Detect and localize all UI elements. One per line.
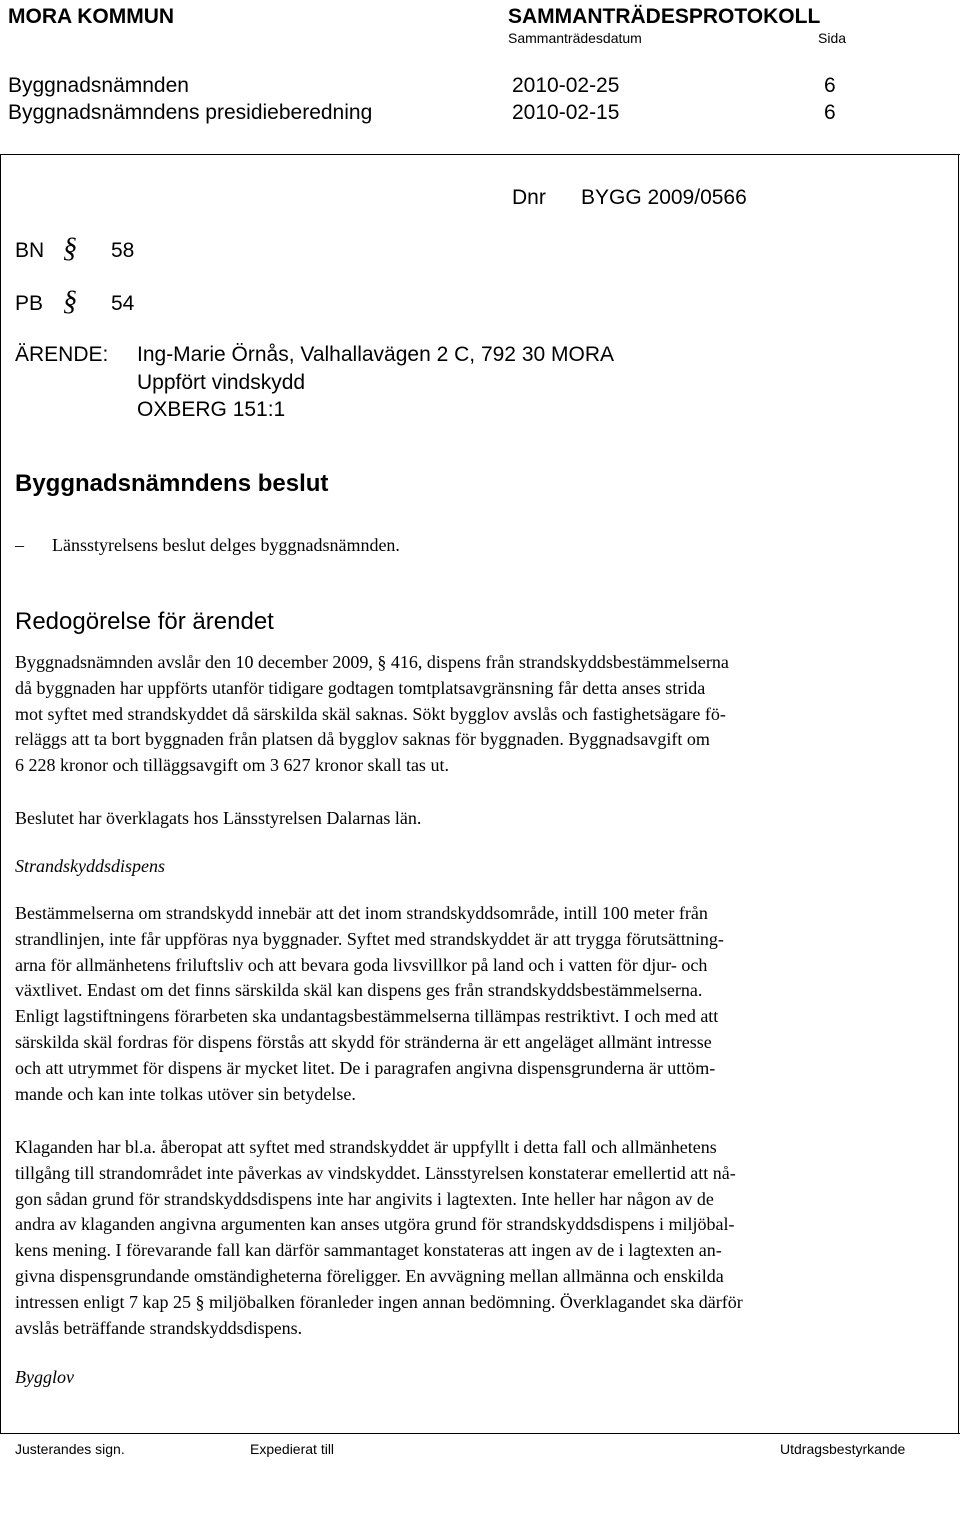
text-line: givna dispensgrundande omständigheterna föreligger. En avvägning mellan allmänna och enskilda: [15, 1265, 724, 1286]
section-sign-icon: §: [63, 233, 77, 264]
strandskydd-paragraph: [15, 901, 905, 1107]
beslut-text: Länsstyrelsens beslut delges byggnadsnämnden.: [52, 535, 400, 555]
text-line: andra av klaganden angivna argumenten kan anses utgöra grund för strandskyddsdispens i miljöbal-: [15, 1214, 735, 1235]
frame-top-border: [0, 154, 960, 155]
municipality-name: MORA KOMMUN: [8, 5, 175, 28]
meeting-date: 2010-02-25: [512, 74, 620, 97]
text-line: tillgång till strandområdet inte påverkas av vindskyddet. Länsstyrelsen konstaterar emellertid att nå-: [15, 1162, 736, 1183]
paragraph-number: 58: [111, 239, 135, 262]
dnr-label: Dnr: [512, 186, 546, 209]
text-line: och att utrymmet för dispens är mycket litet. De i paragrafen angivna dispensgrunderna är uttöm-: [15, 1057, 716, 1078]
text-line: kens mening. I förevarande fall kan därför sammantaget konstateras att ingen av de i lagtexten an-: [15, 1240, 722, 1261]
list-dash-icon: –: [15, 535, 24, 555]
text-line: strandlinjen, inte får uppföras nya byggnader. Syftet med strandskyddet är att trygga förutsättning-: [15, 928, 724, 949]
document-type: SAMMANTRÄDESPROTOKOLL: [508, 5, 821, 28]
subheading-text: Bygglov: [15, 1367, 74, 1387]
frame-bottom-border: [0, 1433, 960, 1434]
arende-line: Ing-Marie Örnås, Valhallavägen 2 C, 792 30 MORA: [137, 343, 615, 366]
text-line: mande och kan inte tolkas utöver sin betydelse.: [15, 1083, 356, 1104]
text-line: avslås beträffande strandskyddsdispens.: [15, 1317, 303, 1338]
subheading-bygglov: [15, 1365, 905, 1391]
text-line: växtlivet. Endast om det finns särskilda skäl kan dispens ges från strandskyddsbestämmelserna.: [15, 980, 703, 1001]
redogorelse-paragraph: [15, 650, 905, 779]
section-sign-icon: §: [63, 286, 77, 317]
meeting-page: 6: [824, 74, 836, 97]
text-line: arna för allmänhetens friluftsliv och att bevara goda livsvillkor på land och i vatten för djur- och: [15, 954, 708, 975]
paragraph-number: 54: [111, 292, 135, 315]
footer-expedierat-till: Expedierat till: [250, 1441, 335, 1457]
frame-left-border: [0, 154, 1, 1434]
text-line: Bestämmelserna om strandskydd innebär att det inom strandskyddsområde, intill 100 meter från: [15, 903, 708, 923]
text-line: Byggnadsnämnden avslår den 10 december 2009, § 416, dispens från strandskyddsbestämmelserna: [15, 652, 729, 672]
paragraph-label: BN: [15, 239, 45, 262]
klaganden-paragraph: [15, 1135, 905, 1341]
text-line: mot syftet med strandskyddet då särskilda skäl saknas. Sökt bygglov avslås och fastighetsägare fö-: [15, 703, 726, 724]
frame-right-border: [958, 154, 959, 1434]
redogorelse-heading: Redogörelse för ärendet: [15, 608, 274, 635]
text-line: gon sådan grund för strandskyddsdispens inte har angivits i lagtexten. Inte heller har någon av de: [15, 1188, 714, 1209]
footer-utdragsbestyrkande: Utdragsbestyrkande: [780, 1441, 906, 1457]
text-line: intressen enligt 7 kap 25 § miljöbalken föranleder ingen annan bedömning. Överklagandet ska därför: [15, 1291, 743, 1312]
text-line: Enligt lagstiftningens förarbeten ska undantagsbestämmelserna tillämpas restriktivt. I och med att: [15, 1006, 719, 1027]
subheading-strandskyddsdispens: [15, 854, 905, 880]
text-line: Klaganden har bl.a. åberopat att syftet med strandskyddet är uppfyllt i detta fall och allmänhetens: [15, 1137, 717, 1157]
subheading-text: Strandskyddsdispens: [15, 856, 165, 876]
text-line: särskilda skäl fordras för dispens förstås att skydd för stränderna är ett angeläget allmänt intresse: [15, 1031, 712, 1052]
arende-line: OXBERG 151:1: [137, 398, 286, 421]
meeting-body: Byggnadsnämndens presidieberedning: [8, 101, 373, 124]
text-line: då byggnaden har uppförts utanför tidigare godtagen tomtplatsavgränsning får detta anses strida: [15, 677, 706, 698]
paragraph-label: PB: [15, 292, 44, 315]
meeting-page: 6: [824, 101, 836, 124]
arende-label: ÄRENDE:: [15, 343, 109, 366]
dnr-value: BYGG 2009/0566: [581, 186, 747, 209]
footer-justerandes-sign: Justerandes sign.: [15, 1441, 125, 1457]
date-column-label: Sammanträdesdatum: [508, 30, 642, 46]
arende-line: Uppfört vindskydd: [137, 371, 306, 394]
meeting-body: Byggnadsnämnden: [8, 74, 189, 97]
appeal-paragraph: [15, 806, 905, 832]
beslut-heading: Byggnadsnämndens beslut: [15, 470, 329, 497]
text-line: 6 228 kronor och tilläggsavgift om 3 627 kronor skall tas ut.: [15, 755, 449, 776]
page-column-label: Sida: [818, 30, 847, 46]
meeting-date: 2010-02-15: [512, 101, 620, 124]
text-line: reläggs att ta bort byggnaden från platsen då bygglov saknas för byggnaden. Byggnadsavgift om: [15, 729, 710, 750]
text-line: Beslutet har överklagats hos Länsstyrelsen Dalarnas län.: [15, 808, 422, 828]
